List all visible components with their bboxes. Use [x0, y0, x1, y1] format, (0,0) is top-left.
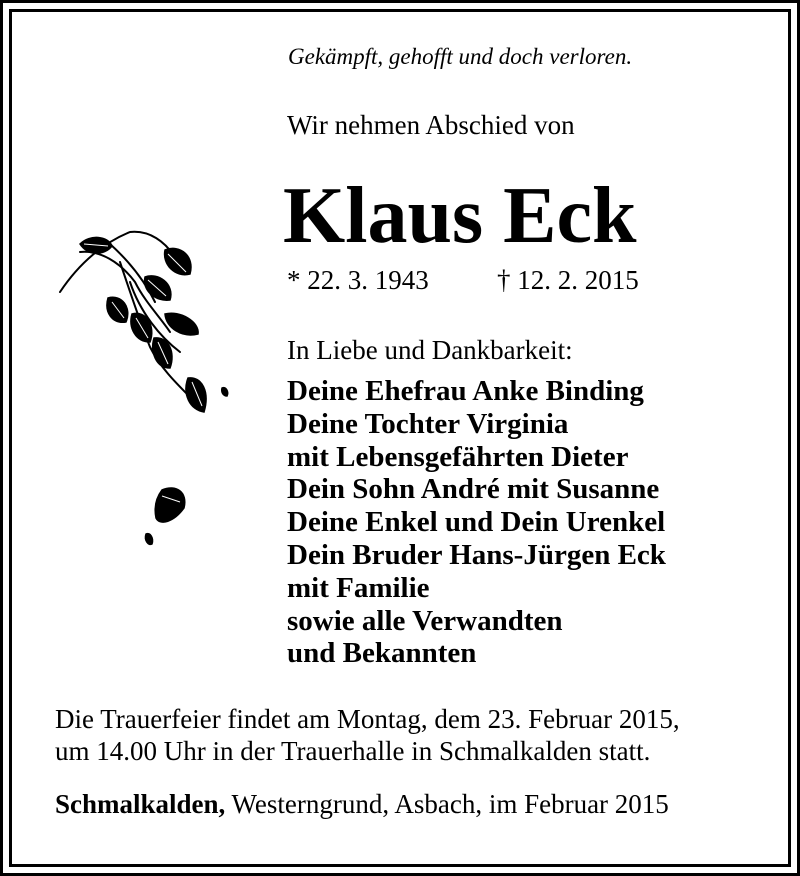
mourner-line: Deine Tochter Virginia: [287, 407, 569, 440]
mourner-line: und Bekannten: [287, 637, 477, 670]
intro-line: Wir nehmen Abschied von: [287, 110, 575, 140]
mourner-line: Deine Enkel und Dein Urenkel: [287, 506, 666, 539]
mourner-line: Dein Sohn André mit Susanne: [287, 473, 660, 506]
mourner-line: mit Lebensgefährten Dieter: [287, 440, 629, 473]
death-date: † 12. 2. 2015: [497, 265, 639, 295]
mourner-line: sowie alle Verwandten: [287, 604, 563, 637]
falling-leaves-branch-icon: [50, 222, 250, 552]
signature-place: Schmalkalden,: [55, 789, 226, 819]
funeral-info-line-2: um 14.00 Uhr in der Trauerhalle in Schmalkalden statt.: [55, 736, 651, 766]
signature-rest: Westerngrund, Asbach, im Februar 2015: [225, 789, 669, 819]
mourner-line: Dein Bruder Hans-Jürgen Eck: [287, 538, 666, 571]
signature-line: [55, 789, 669, 820]
birth-date: * 22. 3. 1943: [287, 265, 429, 295]
funeral-info: [55, 703, 680, 767]
deceased-name: Klaus Eck: [283, 172, 637, 260]
funeral-info-line-1: Die Trauerfeier findet am Montag, dem 23. Februar 2015,: [55, 704, 680, 734]
mourners-list: [287, 375, 666, 670]
motto-line: Gekämpft, gehofft und doch verloren.: [288, 44, 633, 69]
mourner-line: mit Familie: [287, 571, 430, 604]
thanks-line: In Liebe und Dankbarkeit:: [287, 335, 573, 365]
mourner-line: Deine Ehefrau Anke Binding: [287, 375, 644, 407]
